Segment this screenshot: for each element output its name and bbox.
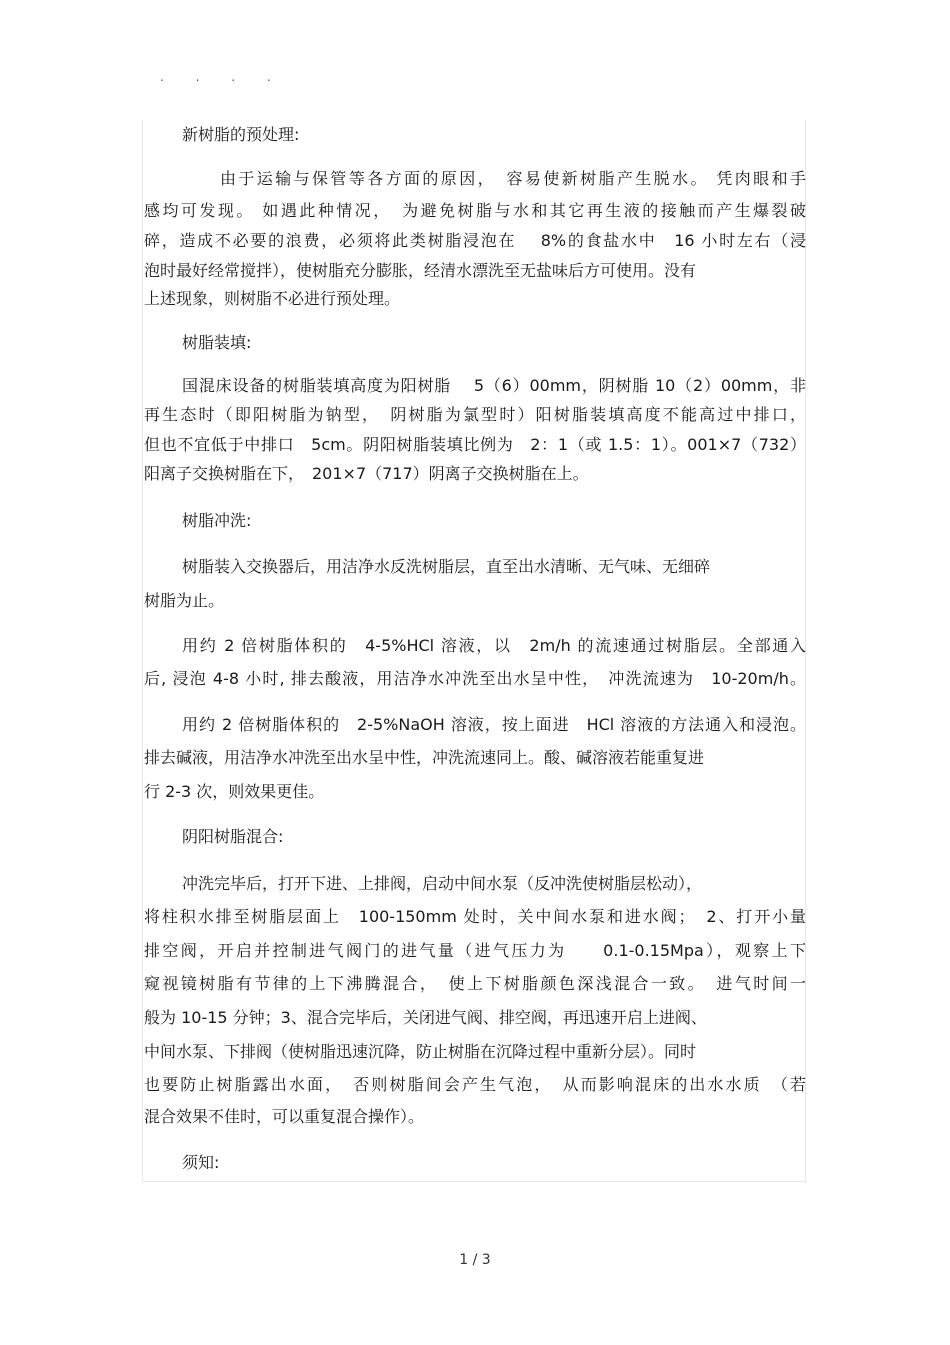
paragraph-line: 阳离子交换树脂在下， 201×7（717）阴离子交换树脂在上。 (144, 464, 589, 483)
paragraph-line: 但也不宜低于中排口 5cm。阴阳树脂装填比例为 2：1（或 1.5：1）。001×7（732） (144, 435, 806, 454)
paragraph-line: 用约 2 倍树脂体积的 4-5%HCl 溶液，以 2m/h 的流速通过树脂层。全部通入 (182, 636, 806, 655)
page-number: 1 / 3 (459, 1252, 491, 1268)
paragraph-line: 混合效果不佳时，可以重复混合操作）。 (144, 1107, 425, 1126)
paragraph-line: 由于运输与保管等各方面的原因， 容易使新树脂产生脱水。 凭肉眼和手 (220, 169, 806, 188)
paragraph-line: 般为 10-15 分钟；3、混合完毕后，关闭进气阀、排空阀，再迅速开启上进阀、 (144, 1008, 707, 1027)
paragraph-line: 再生态时（即阳树脂为钠型， 阴树脂为氯型时）阳树脂装填高度不能高过中排口， (144, 405, 806, 424)
section-title-loading: 树脂装填: (182, 333, 252, 352)
paragraph-line: 用约 2 倍树脂体积的 2-5%NaOH 溶液，按上面进 HCl 溶液的方法通入和浸泡。 (182, 715, 806, 734)
paragraph-line: 树脂为止。 (144, 591, 225, 610)
paragraph-line: 国混床设备的树脂装填高度为阳树脂 5（6）00mm，阴树脂 10（2）00mm，非 (182, 376, 806, 395)
paragraph-line: 树脂装入交换器后，用洁净水反洗树脂层，直至出水清晰、无气味、无细碎 (182, 557, 711, 576)
paragraph-line: 冲洗完毕后，打开下进、上排阀，启动中间水泵（反冲洗使树脂层松动）， (182, 874, 703, 893)
paragraph-line: 感均可发现。 如遇此种情况， 为避免树脂与水和其它再生液的接触而产生爆裂破 (144, 201, 806, 220)
paragraph-line: 也要防止树脂露出水面， 否则树脂间会产生气泡， 从而影响混床的出水水质 （若 (144, 1075, 806, 1094)
section-title-pretreatment: 新树脂的预处理: (182, 125, 300, 144)
paragraph-line: 后, 浸泡 4-8 小时, 排去酸液，用洁净水冲洗至出水呈中性， 冲洗流速为 10-20m/h。 (144, 669, 806, 688)
paragraph-line: 碎，造成不必要的浪费，必须将此类树脂浸泡在 8%的食盐水中 16 小时左右（浸 (144, 231, 806, 250)
paragraph-line: 将柱积水排至树脂层面上 100-150mm 处时，关中间水泵和进水阀； 2、打开小量 (144, 907, 806, 926)
paragraph-line: 中间水泵、下排阀（使树脂迅速沉降，防止树脂在沉降过程中重新分层）。同时 (144, 1042, 697, 1061)
paragraph-line: 上述现象，则树脂不必进行预处理。 (144, 289, 401, 308)
section-title-rinse: 树脂冲洗: (182, 511, 252, 530)
header-dots: . . . . (160, 70, 285, 84)
paragraph-line: 窥视镜树脂有节律的上下沸腾混合， 使上下树脂颜色深浅混合一致。 进气时间一 (144, 974, 806, 993)
section-title-mixing: 阴阳树脂混合: (182, 827, 284, 846)
paragraph-line: 排去碱液，用洁净水冲洗至出水呈中性，冲洗流速同上。酸、碱溶液若能重复进 (144, 748, 705, 767)
paragraph-line: 行 2-3 次，则效果更佳。 (144, 782, 325, 801)
paragraph-line: 排空阀，开启并控制进气阀门的进气量（进气压力为 0.1-0.15Mpa），观察上下 (144, 941, 806, 960)
section-title-notes: 须知: (182, 1153, 220, 1172)
paragraph-line: 泡时最好经常搅拌），使树脂充分膨胀，经清水漂洗至无盐味后方可使用。没有 (144, 261, 697, 280)
